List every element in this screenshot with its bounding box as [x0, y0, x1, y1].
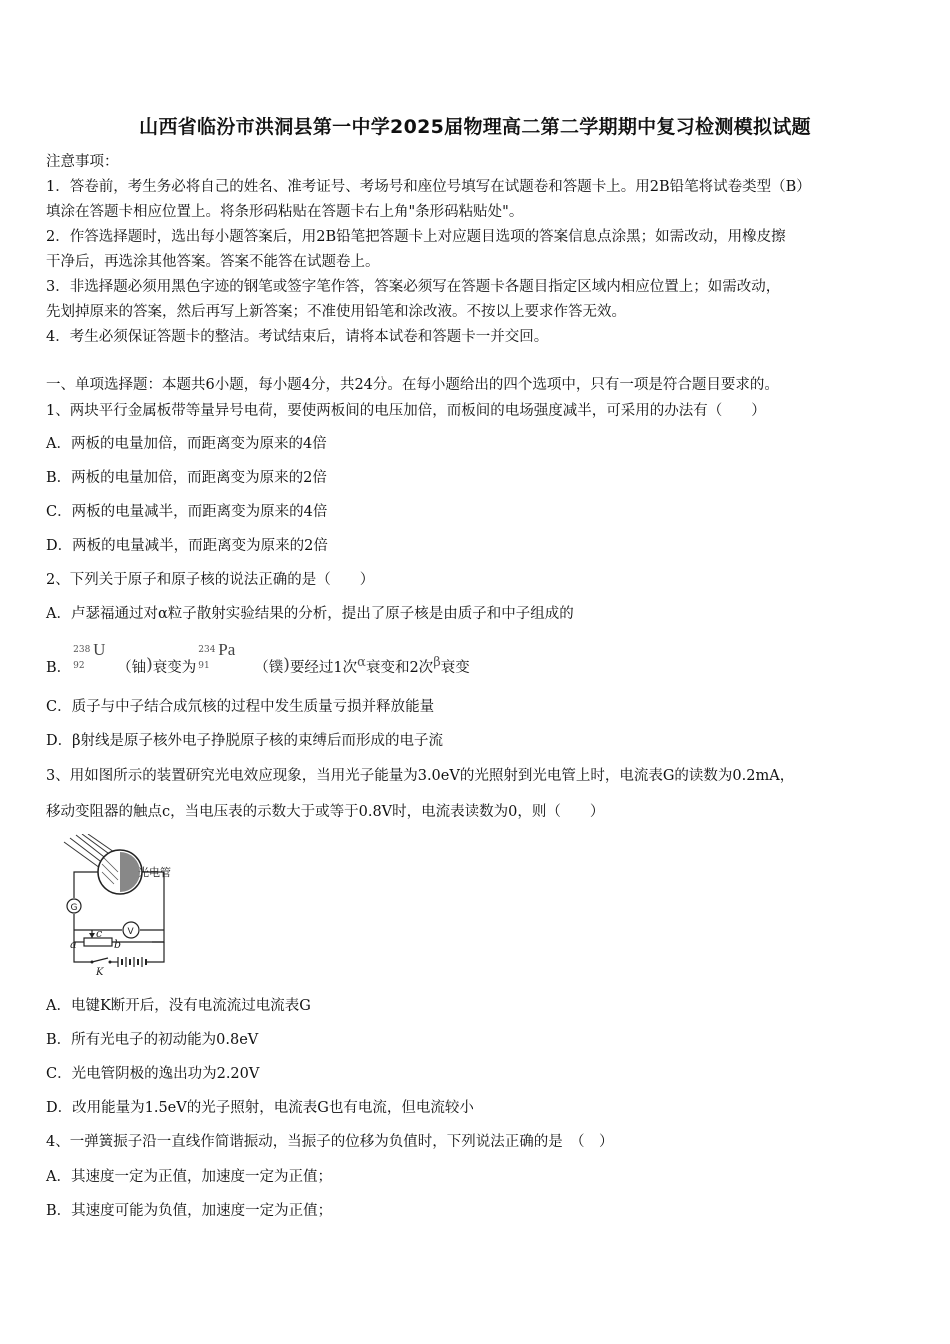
notice-line-5: 3．非选择题必须用黑色字迹的钢笔或签字笔作答，答案必须写在答题卡各题目指定区域内相应位置上；如需改动，: [46, 279, 781, 295]
q1-option-a: A．两板的电量加倍，而距离变为原来的4倍: [46, 436, 327, 452]
svg-text:b: b: [114, 938, 122, 951]
q2-stem: 2、下列关于原子和原子核的说法正确的是（ ）: [46, 572, 375, 588]
notice-heading: 注意事项：: [46, 154, 119, 170]
photoelectric-circuit-diagram: [52, 834, 180, 976]
switch-k: [92, 958, 108, 962]
page-title: 山西省临汾市洪洞县第一中学2025届物理高二第二学期期中复习检测模拟试题: [139, 116, 811, 138]
q3-stem-1: 3、用如图所示的装置研究光电效应现象，当用光子能量为3.0eV的光照射到光电管上时，电流表G的读数为0.2mA，: [46, 768, 795, 784]
notice-line-1: 1．答卷前，考生务必将自己的姓名、准考证号、考场号和座位号填写在试题卷和答题卡上。用2B铅笔将试卷类型（B）: [46, 179, 811, 195]
notice-line-2: 填涂在答题卡相应位置上。将条形码粘贴在答题卡右上角"条形码粘贴处"。: [46, 204, 524, 220]
q3-option-d: D．改用能量为1.5eV的光子照射，电流表G也有电流，但电流较小: [46, 1100, 474, 1116]
q1-option-c: C．两板的电量减半，而距离变为原来的4倍: [46, 504, 328, 520]
photo-tube-label: 光电管: [138, 866, 171, 879]
q2-option-a: A．卢瑟福通过对α粒子散射实验结果的分析，提出了原子核是由质子和中子组成的: [46, 606, 574, 622]
q3-stem-2: 移动变阻器的触点c，当电压表的示数大于或等于0.8V时，电流表读数为0，则（ ）: [46, 804, 605, 820]
q3-option-c: C．光电管阴极的逸出功为2.20V: [46, 1066, 260, 1082]
q2-option-b-label: B．: [46, 660, 72, 676]
notice-line-6: 先划掉原来的答案，然后再写上新答案；不准使用铅笔和涂改液。不按以上要求作答无效。: [46, 304, 626, 320]
battery: [118, 957, 148, 967]
q4-option-b: B．其速度可能为负值，加速度一定为正值；: [46, 1203, 333, 1219]
uranium-nuclide: 238 92 U: [73, 640, 106, 671]
q1-stem: 1、两块平行金属板带等量异号电荷，要使两板间的电压加倍，而板间的电场强度减半，可采用的办法有（ ）: [46, 403, 766, 419]
q3-option-b: B．所有光电子的初动能为0.8eV: [46, 1032, 259, 1048]
protactinium-nuclide: 234 91 Pa: [198, 640, 236, 671]
svg-text:a: a: [70, 938, 77, 951]
q1-option-d: D．两板的电量减半，而距离变为原来的2倍: [46, 538, 328, 554]
svg-text:K: K: [96, 967, 104, 976]
section-heading: 一、单项选择题：本题共6小题，每小题4分，共24分。在每小题给出的四个选项中，只有一项是符合题目要求的。: [46, 377, 779, 393]
rheostat-slider: [89, 933, 95, 938]
q2-option-c: C．质子与中子结合成氘核的过程中发生质量亏损并释放能量: [46, 699, 435, 715]
q3-option-a: A．电键K断开后，没有电流流过电流表G: [46, 998, 311, 1014]
q2-option-d: D．β射线是原子核外电子挣脱原子核的束缚后而形成的电子流: [46, 733, 444, 749]
q2-option-b: B． 238 92 U （铀)衰变为 234 91 Pa （镤)要经过1次α衰变和2次β衰变: [46, 640, 470, 676]
q4-option-a: A．其速度一定为正值，加速度一定为正值；: [46, 1169, 332, 1185]
notice-line-7: 4．考生必须保证答题卡的整洁。考试结束后，请将本试卷和答题卡一并交回。: [46, 329, 549, 345]
svg-text:c: c: [96, 927, 103, 940]
notice-line-4: 干净后，再选涂其他答案。答案不能答在试题卷上。: [46, 254, 380, 270]
svg-text:G: G: [70, 903, 78, 913]
svg-text:V: V: [127, 927, 134, 937]
q1-option-b: B．两板的电量加倍，而距离变为原来的2倍: [46, 470, 327, 486]
q4-stem: 4、一弹簧振子沿一直线作简谐振动，当振子的位移为负值时，下列说法正确的是 （ ）: [46, 1134, 614, 1150]
notice-line-3: 2．作答选择题时，选出每小题答案后，用2B铅笔把答题卡上对应题目选项的答案信息点涂黑；如需改动，用橡皮擦: [46, 229, 786, 245]
